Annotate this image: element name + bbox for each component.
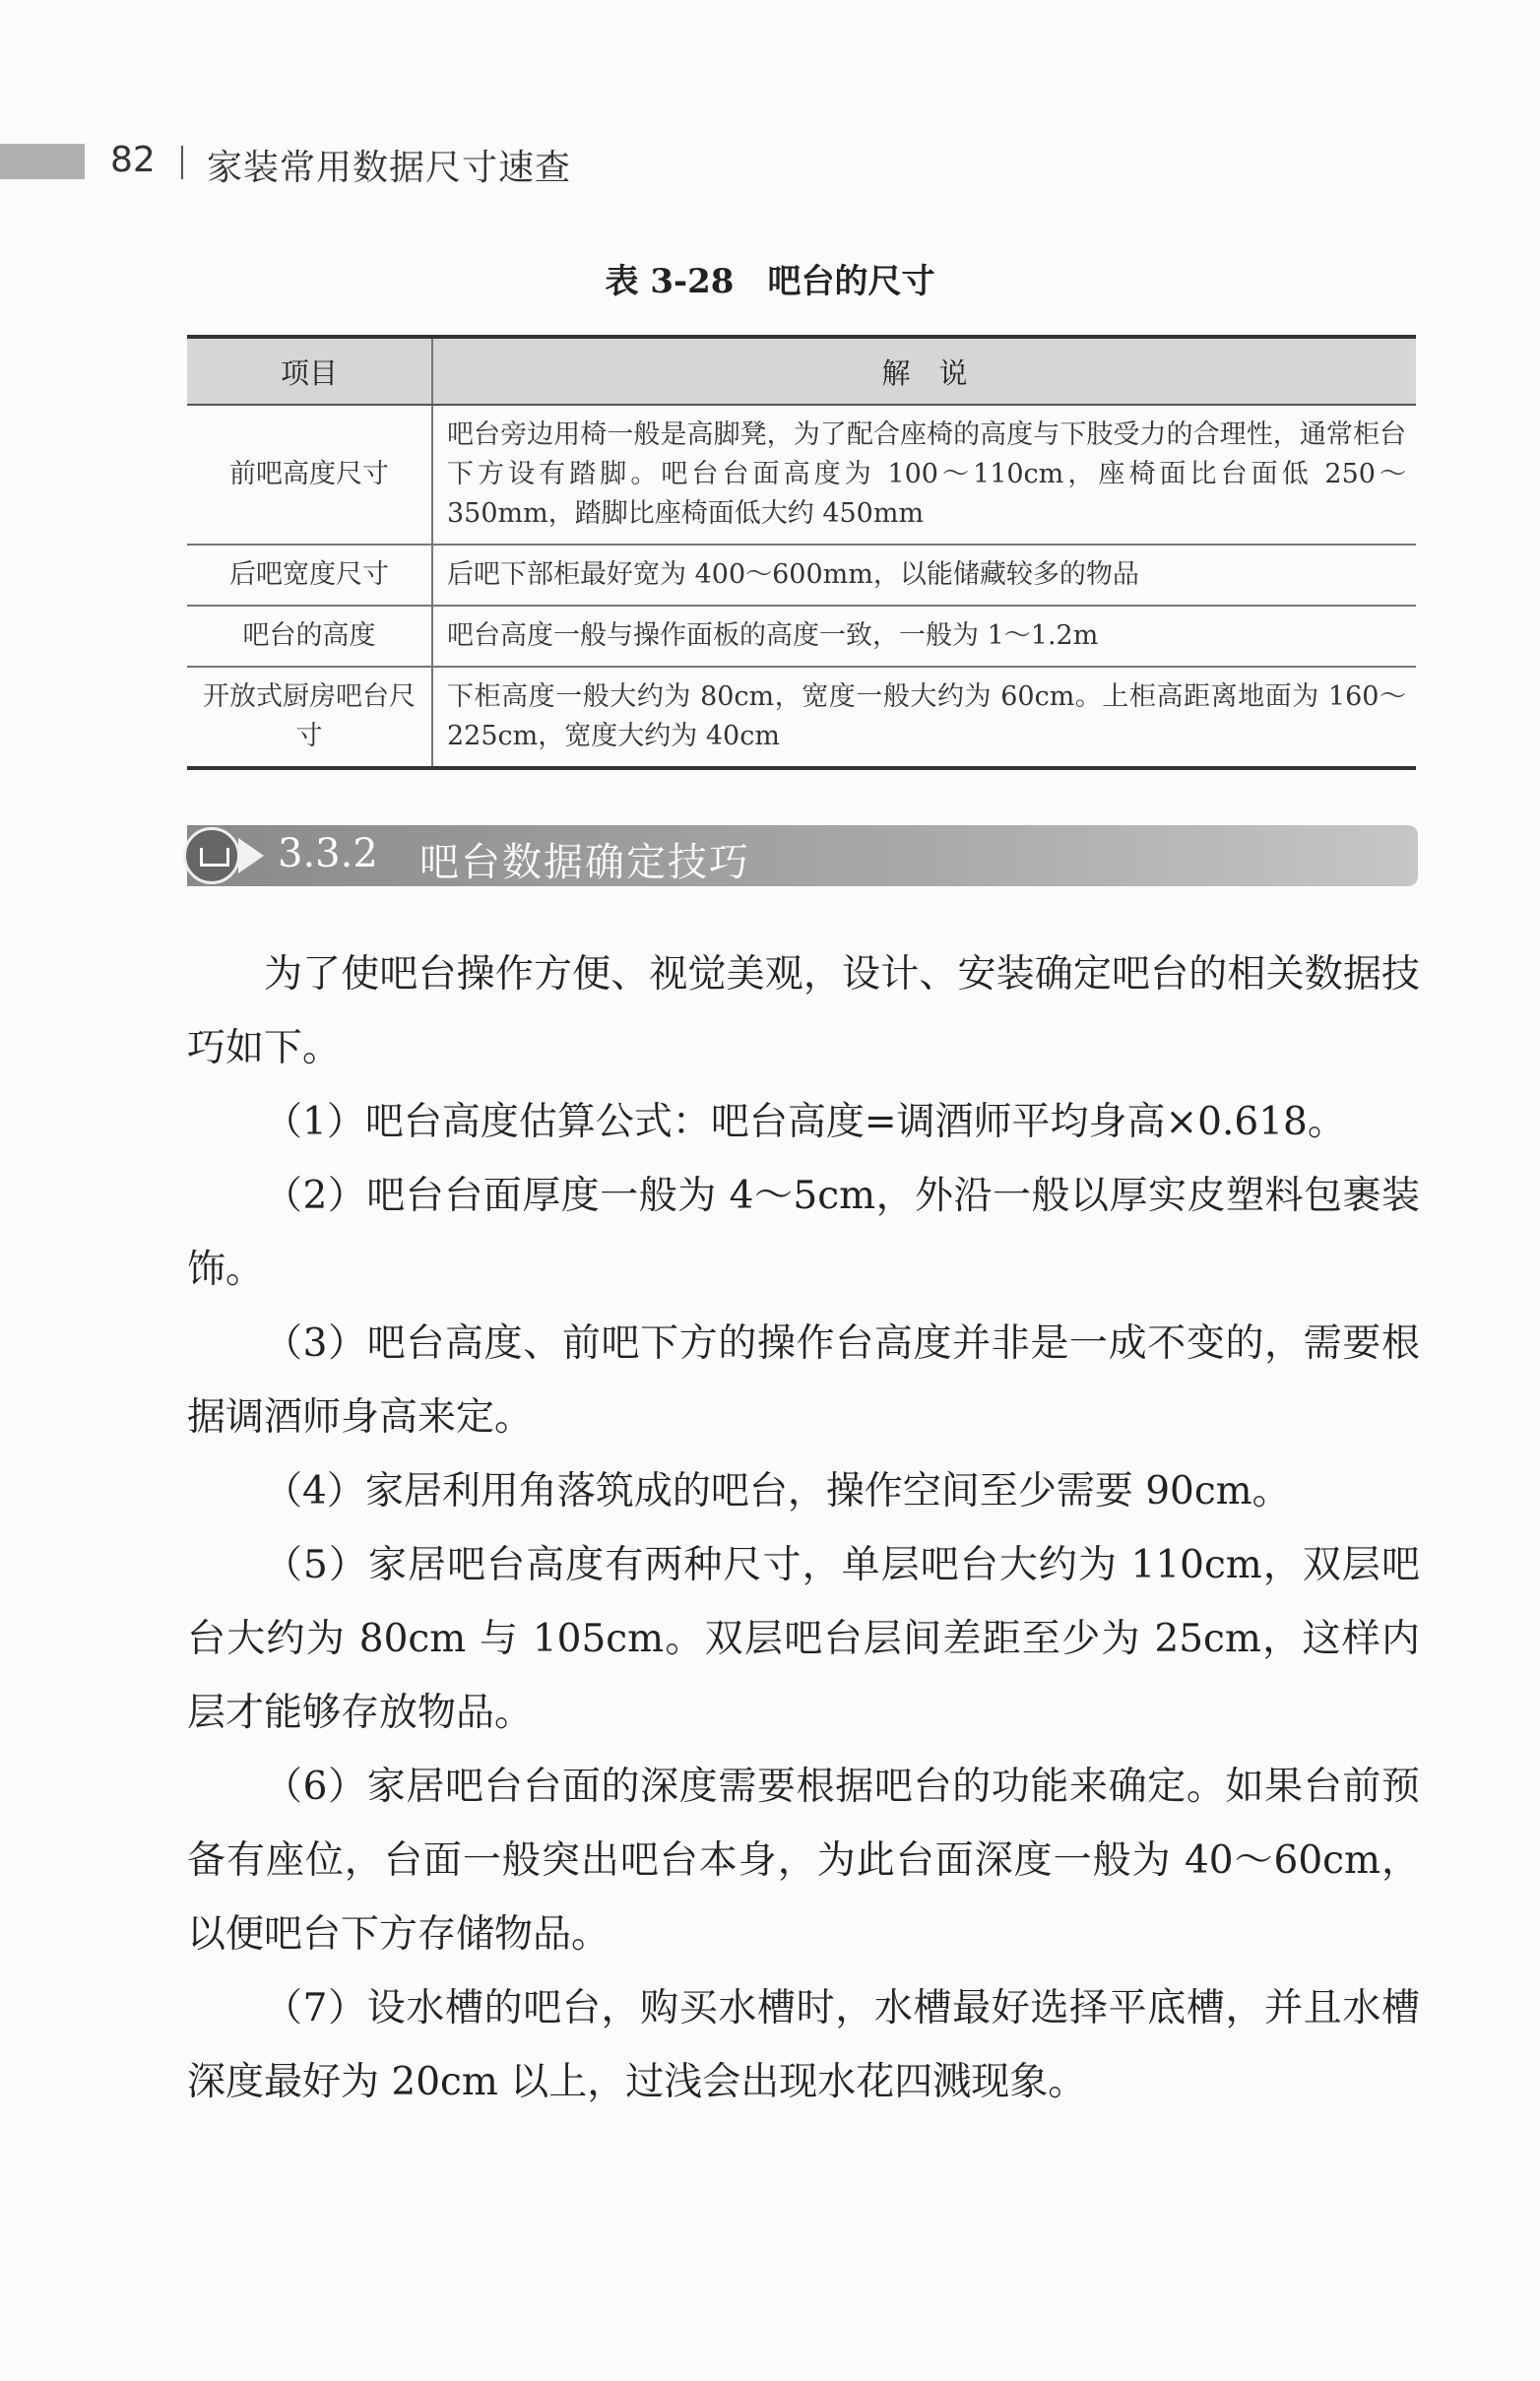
page-header (0, 136, 1540, 195)
paragraph: （7）设水槽的吧台，购买水槽时，水槽最好选择平底槽，并且水槽深度最好为 20cm 以上，过浅会出现水花四溅现象。 (187, 1986, 1420, 2104)
row-desc: 后吧下部柜最好宽为 400～600mm，以能储藏较多的物品 (432, 545, 1416, 606)
arrow-icon (238, 838, 264, 873)
row-desc: 吧台旁边用椅一般是高脚凳，为了配合座椅的高度与下肢受力的合理性，通常柜台下方设有踏脚。吧台台面高度为 100～110cm，座椅面比台面低 250～350mm，踏脚比座椅面低大约 450mm (432, 405, 1416, 545)
row-item: 开放式厨房吧台尺寸 (187, 667, 432, 768)
row-desc: 吧台高度一般与操作面板的高度一致，一般为 1～1.2m (432, 606, 1416, 667)
paragraph: （2）吧台台面厚度一般为 4～5cm，外沿一般以厚实皮塑料包裹装饰。 (187, 1174, 1420, 1292)
section-number: 3.3.2 (278, 831, 378, 876)
paragraph: （3）吧台高度、前吧下方的操作台高度并非是一成不变的，需要根据调酒师身高来定。 (187, 1321, 1420, 1440)
table-header-row (187, 337, 1416, 405)
mountain-badge-icon (183, 827, 240, 884)
table-row (187, 606, 1416, 667)
header-bar (0, 144, 85, 179)
row-item: 吧台的高度 (187, 606, 432, 667)
paragraph: （1）吧台高度估算公式：吧台高度=调酒师平均身高×0.618。 (264, 1100, 1346, 1144)
column-header-desc: 解 说 (432, 337, 1416, 405)
book-title: 家装常用数据尺寸速查 (207, 148, 572, 188)
row-item: 后吧宽度尺寸 (187, 545, 432, 606)
body-text (187, 937, 1420, 2119)
section-heading (187, 825, 1418, 886)
dimension-table (187, 335, 1416, 770)
page-number: 82 (110, 140, 156, 180)
table-row (187, 405, 1416, 545)
paragraph: （4）家居利用角落筑成的吧台，操作空间至少需要 90cm。 (264, 1469, 1291, 1513)
paragraph: （5）家居吧台高度有两种尺寸，单层吧台大约为 110cm，双层吧台大约为 80cm 与 105cm。双层吧台层间差距至少为 25cm，这样内层才能够存放物品。 (187, 1543, 1420, 1735)
paragraph: （6）家居吧台台面的深度需要根据吧台的功能来确定。如果台前预备有座位，台面一般突出吧台本身，为此台面深度一般为 40～60cm，以便吧台下方存储物品。 (187, 1765, 1420, 1957)
section-title: 吧台数据确定技巧 (419, 840, 750, 885)
paragraph: 为了使吧台操作方便、视觉美观，设计、安装确定吧台的相关数据技巧如下。 (187, 952, 1420, 1070)
column-header-item: 项目 (187, 337, 432, 405)
row-item: 前吧高度尺寸 (187, 405, 432, 545)
header-divider (181, 146, 183, 179)
table-row (187, 667, 1416, 768)
row-desc: 下柜高度一般大约为 80cm，宽度一般大约为 60cm。上柜高距离地面为 160～225cm，宽度大约为 40cm (432, 667, 1416, 768)
table-caption: 表 3-28 吧台的尺寸 (605, 262, 935, 301)
table-row (187, 545, 1416, 606)
